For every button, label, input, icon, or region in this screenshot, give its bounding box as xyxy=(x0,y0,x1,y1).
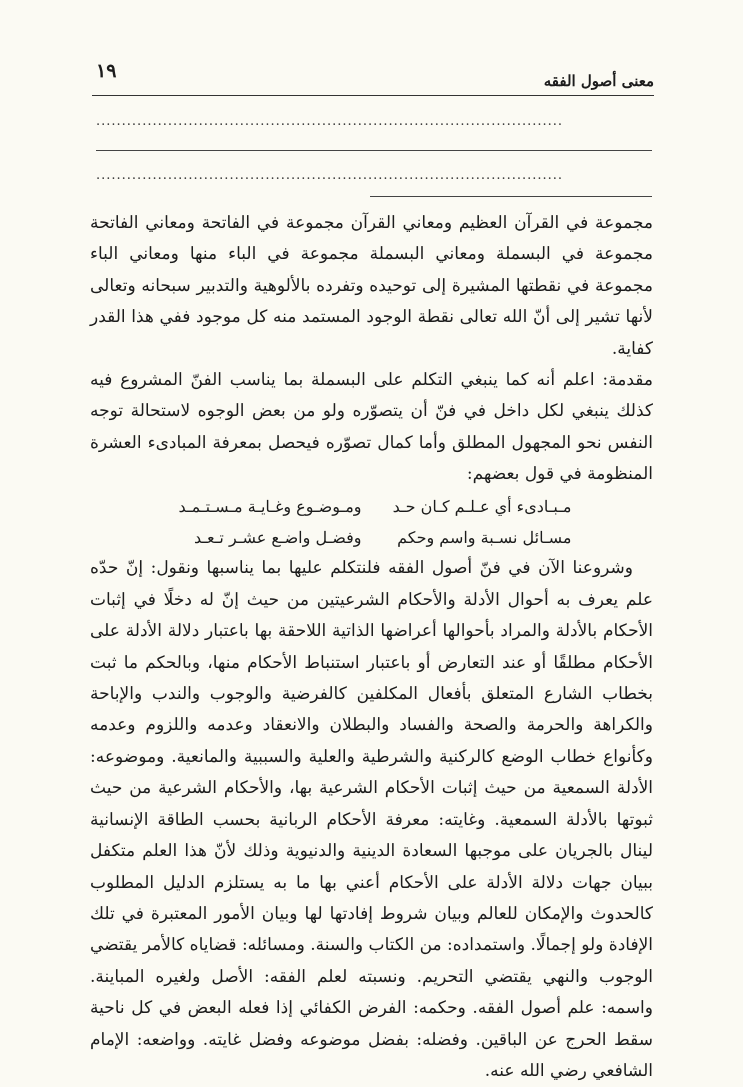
header-rule xyxy=(92,95,654,96)
rule-2 xyxy=(370,196,652,197)
verse-2-first-hemistich: مسـائل نسـبة واسم وحكم xyxy=(397,528,572,548)
page-number: ١٩ xyxy=(96,60,117,82)
verse-2-second-hemistich: وفضـل واضـع عشـر تـعـد xyxy=(193,528,362,548)
dotted-line-1: ........................................................................................... xyxy=(96,114,564,129)
paragraph-3: وشروعنا الآن في فنّ أصول الفقه فلنتكلم عليها بما يناسبها ونقول: إنّ حدّه علم يعرف به أحوال الأدلة والأحكام الشرعيتين من حيث إنّ له دخلًا في إثبات الأحكام بالأدلة والمراد بأحوالها أعراضها الذاتية اللاحقة بها باعتبار دلالة الأدلة على الأحكام مطلقًا أو عند التعارض أو باعتبار استنباط الأحكام منها، وبالحكم ما ثبت بخطاب الشارع المتعلق بأفعال المكلفين كالفرضية والوجوب والندب والإباحة والكراهة والحرمة والصحة والفساد والبطلان والانعقاد وعدمه واللزوم وعدمه وكأنواع خطاب الوضع كالركنية والشرطية والعلية والسببية والمانعية. وموضوعه: الأدلة السمعية من حيث إثبات الأحكام الشرعية بها، والأحكام الشرعية من حيث ثبوتها بالأدلة السمعية. وغايته: معرفة الأحكام الربانية بحسب الطاقة الإنسانية لينال بالجريان على موجبها السعادة الدينية والدنيوية وذلك لأنّ هذا العلم متكفل ببيان جهات دلالة الأدلة على الأحكام أعني بها ما به يستلزم الدليل المطلوب كالحدوث والإمكان للعالم وبيان شروط إفادتها لها وبيان الأمور المعتبرة في تلك الإفادة ولو إجمالًا. واستمداده: من الكتاب والسنة. ومسائله: قضاياه كالأمر يقتضي الوجوب والنهي يقتضي التحريم. ونسبته لعلم الفقه: الأصل ولغيره المباينة. واسمه: علم أصول الفقه. وحكمه: الفرض الكفائي إذا فعله البعض في كل ناحية سقط الحرج عن الباقين. وفضله: بفضل موضوعه وفضل غايته. وواضعه: الإمام الشافعي رضي الله عنه. xyxy=(90,558,653,1081)
dotted-line-2: ........................................................................................... xyxy=(96,168,564,183)
body-text xyxy=(90,208,653,1087)
paragraph-2: مقدمة: اعلم أنه كما ينبغي التكلم على البسملة بما يناسب الفنّ المشروع فيه كذلك ينبغي لكل داخل في فنّ أن يتصوّره ولو من بعض الوجوه لاستحالة توجه النفس نحو المجهول المطلق وأما كمال تصوّره فيحصل بمعرفة المبادىء العشرة المنظومة في قول بعضهم: xyxy=(90,370,653,485)
paragraph-1: مجموعة في القرآن العظيم ومعاني القرآن مجموعة في الفاتحة ومعاني الفاتحة مجموعة في البسملة ومعاني البسملة مجموعة في الباء منها ومعاني الباء مجموعة في نقطتها المشيرة إلى توحيده وتفرده بالألوهية والتدبير سبحانه وتعالى لأنها تشير إلى أنّ الله تعالى نقطة الوجود المستمد منه كل موجود ففي هذا القدر كفاية. xyxy=(90,213,653,359)
page-header xyxy=(92,56,654,96)
verse-1-second-hemistich: ومـوضـوع وغـايـة مـسـتـمـد xyxy=(178,496,362,516)
rule-1 xyxy=(96,150,652,151)
running-head: معنى أصول الفقه xyxy=(543,72,654,90)
verse-1-first-hemistich: مـبـادىء أي عـلـم كـان حـد xyxy=(392,496,572,516)
verse-line-2 xyxy=(90,522,653,553)
verse-line-1 xyxy=(90,491,653,522)
